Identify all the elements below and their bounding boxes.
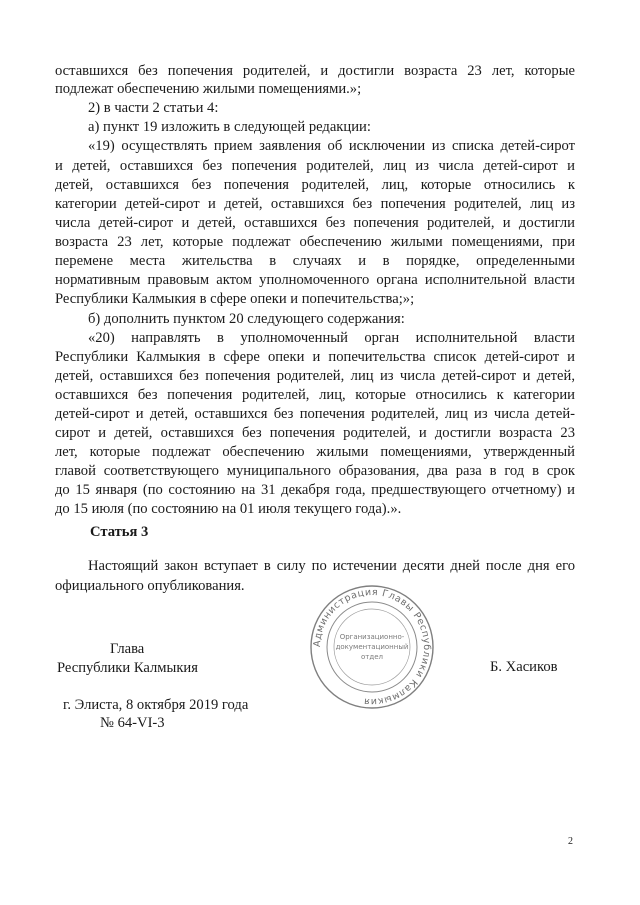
text-line: подлежат обеспечению жилыми помещениями.»; (55, 81, 362, 97)
text-line: перемене места жительства в случаях и в порядке, определенными (55, 253, 575, 269)
stamp-center-text: Организационно- (339, 633, 405, 641)
page-number: 2 (568, 836, 573, 847)
law-number: № 64-VI-3 (100, 715, 165, 731)
text-line: лет, которые подлежат обеспечению жилыми помещениями, утвержденный (55, 444, 575, 460)
signatory-name: Б. Хасиков (490, 659, 558, 675)
text-line: Республики Калмыкия в сфере опеки и попечительства;»; (55, 291, 415, 307)
stamp-center-text: отдел (361, 653, 383, 661)
article-text-line: официального опубликования. (55, 578, 245, 594)
text-line: детей, оставшихся без попечения родителей, лиц, которые относились к (55, 177, 575, 193)
signatory-title: Глава (110, 641, 145, 657)
text-line: до 15 января (по состоянию на 31 декабря года, предшествующего отчетному) и (55, 482, 575, 498)
text-line: а) пункт 19 изложить в следующей редакции: (88, 119, 371, 135)
text-line: «19) осуществлять прием заявления об исключении из списка детей-сирот (88, 138, 575, 154)
text-line: Республики Калмыкия в сфере опеки и попечительства список детей-сирот и (55, 349, 575, 365)
place-date: г. Элиста, 8 октября 2019 года (63, 697, 249, 713)
text-line: числа детей-сирот и детей, оставшихся без попечения родителей, и достигли (55, 215, 575, 231)
text-line: детей-сирот и детей, оставшихся без попечения родителей, лиц из числа детей- (55, 406, 575, 422)
text-line: категории детей-сирот и детей, оставшихся без попечения родителей, лиц из (55, 196, 575, 212)
stamp-ring-text: Администрация Главы Республики Калмыкия (311, 586, 433, 708)
text-line: оставшихся без попечения родителей, лиц, которые относились к категории (55, 387, 575, 403)
stamp-center-text: документационный (335, 643, 409, 651)
seal-stamp (308, 583, 436, 711)
text-line: «20) направлять в уполномоченный орган исполнительной власти (88, 330, 575, 346)
text-line: оставшихся без попечения родителей, и достигли возраста 23 лет, которые (55, 63, 575, 79)
text-line: 2) в части 2 статьи 4: (88, 100, 219, 116)
article-text-line: Настоящий закон вступает в силу по истечении десяти дней после дня его (88, 558, 575, 574)
text-line: нормативным правовым актом уполномоченного органа исполнительной власти (55, 272, 575, 288)
text-line: сирот и детей, оставшихся без попечения родителей, и достигли возраста 23 (55, 425, 575, 441)
text-line: главой соответствующего муниципального образования, два раза в год в срок (55, 463, 575, 479)
text-line: б) дополнить пунктом 20 следующего содержания: (88, 311, 405, 327)
signatory-title: Республики Калмыкия (57, 660, 198, 676)
text-line: до 15 июля (по состоянию на 01 июля текущего года).». (55, 501, 402, 517)
text-line: возраста 23 лет, которые подлежат обеспечению жилыми помещениями, при (55, 234, 575, 250)
text-line: детей, оставшихся без попечения родителей, лиц из числа детей-сирот и детей, (55, 368, 575, 384)
text-line: и детей, оставшихся без попечения родителей, лиц из числа детей-сирот и (55, 158, 575, 174)
article-heading: Статья 3 (90, 524, 149, 540)
